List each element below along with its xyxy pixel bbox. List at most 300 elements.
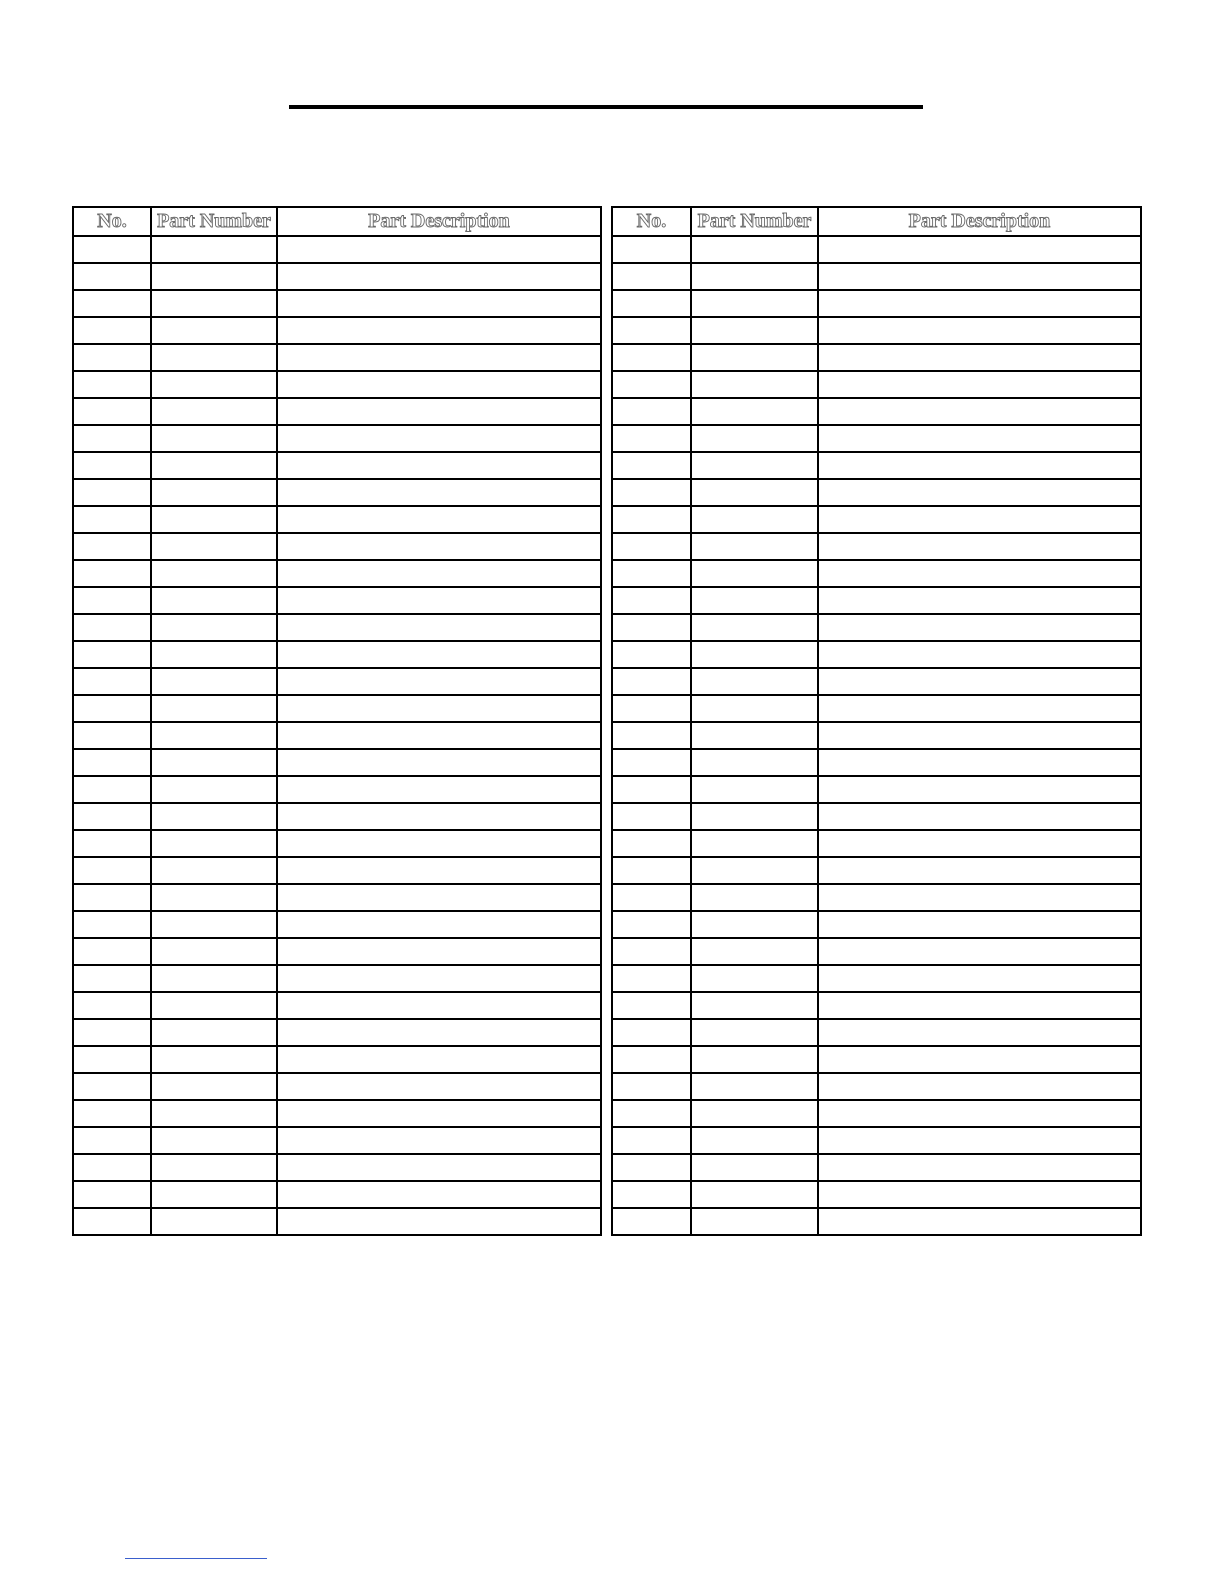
cell-no: [73, 803, 151, 830]
table-row: [612, 1208, 1141, 1235]
table-row: [612, 587, 1141, 614]
cell-part-number: [691, 857, 818, 884]
table-row: [612, 614, 1141, 641]
cell-part-number: [151, 965, 277, 992]
cell-no: [73, 614, 151, 641]
cell-part-number: [151, 722, 277, 749]
cell-part-description: [818, 938, 1141, 965]
cell-part-description: [818, 641, 1141, 668]
cell-no: [73, 317, 151, 344]
table-row: [73, 533, 601, 560]
cell-part-number: [151, 695, 277, 722]
cell-part-description: [818, 830, 1141, 857]
cell-part-description: [818, 884, 1141, 911]
cell-part-number: [691, 1181, 818, 1208]
cell-no: [612, 587, 691, 614]
table-row: [73, 263, 601, 290]
cell-part-number: [151, 1154, 277, 1181]
cell-part-number: [151, 371, 277, 398]
cell-part-number: [151, 533, 277, 560]
header-no: No.: [73, 207, 151, 236]
cell-part-description: [818, 290, 1141, 317]
table-row: [612, 452, 1141, 479]
cell-part-number: [151, 479, 277, 506]
cell-part-description: [818, 1100, 1141, 1127]
table-row: [612, 1073, 1141, 1100]
cell-no: [73, 695, 151, 722]
table-row: [73, 695, 601, 722]
cell-no: [612, 263, 691, 290]
table-row: [73, 290, 601, 317]
cell-part-number: [151, 425, 277, 452]
table-row: [73, 425, 601, 452]
cell-part-description: [277, 641, 601, 668]
cell-part-description: [277, 1019, 601, 1046]
header-row: [73, 207, 601, 236]
cell-no: [73, 911, 151, 938]
cell-part-description: [277, 533, 601, 560]
table-row: [612, 317, 1141, 344]
cell-part-description: [277, 1046, 601, 1073]
cell-part-description: [818, 236, 1141, 263]
table-row: [612, 668, 1141, 695]
cell-no: [612, 1127, 691, 1154]
cell-part-number: [691, 506, 818, 533]
cell-part-description: [818, 587, 1141, 614]
table-row: [612, 1019, 1141, 1046]
table-row: [73, 965, 601, 992]
table-row: [73, 938, 601, 965]
cell-no: [612, 1046, 691, 1073]
cell-no: [612, 857, 691, 884]
cell-no: [612, 776, 691, 803]
cell-part-number: [151, 587, 277, 614]
cell-no: [73, 398, 151, 425]
cell-part-number: [151, 317, 277, 344]
table-row: [73, 479, 601, 506]
table-row: [612, 830, 1141, 857]
table-row: [612, 506, 1141, 533]
cell-part-description: [277, 722, 601, 749]
cell-part-number: [691, 290, 818, 317]
table-row: [73, 749, 601, 776]
cell-part-description: [277, 317, 601, 344]
table-row: [73, 317, 601, 344]
cell-part-description: [818, 452, 1141, 479]
cell-part-description: [277, 668, 601, 695]
cell-part-number: [691, 425, 818, 452]
table-row: [612, 992, 1141, 1019]
cell-part-number: [151, 830, 277, 857]
cell-no: [73, 587, 151, 614]
table-row: [73, 1208, 601, 1235]
cell-part-description: [277, 425, 601, 452]
table-row: [73, 506, 601, 533]
cell-part-number: [151, 398, 277, 425]
cell-part-number: [151, 884, 277, 911]
cell-part-number: [151, 452, 277, 479]
table-row: [612, 965, 1141, 992]
header-part-number: Part Number: [151, 207, 277, 236]
cell-part-number: [691, 1073, 818, 1100]
cell-no: [73, 1127, 151, 1154]
table-row: [612, 1181, 1141, 1208]
cell-part-number: [151, 641, 277, 668]
cell-part-number: [151, 803, 277, 830]
cell-part-number: [691, 965, 818, 992]
cell-part-number: [151, 614, 277, 641]
cell-part-description: [818, 992, 1141, 1019]
cell-part-description: [818, 425, 1141, 452]
table-row: [612, 641, 1141, 668]
cell-part-description: [277, 1100, 601, 1127]
table-row: [612, 1046, 1141, 1073]
table-row: [612, 749, 1141, 776]
table-row: [73, 641, 601, 668]
title-underline: [289, 105, 923, 109]
table-row: [612, 560, 1141, 587]
cell-part-number: [151, 857, 277, 884]
cell-no: [612, 479, 691, 506]
table-row: [73, 668, 601, 695]
table-row: [73, 776, 601, 803]
cell-no: [73, 1154, 151, 1181]
cell-part-number: [691, 344, 818, 371]
cell-part-description: [277, 1073, 601, 1100]
cell-part-number: [691, 371, 818, 398]
cell-part-description: [818, 1073, 1141, 1100]
cell-part-description: [818, 668, 1141, 695]
cell-part-number: [691, 749, 818, 776]
cell-part-number: [151, 1181, 277, 1208]
cell-part-description: [818, 1046, 1141, 1073]
header-part-description: Part Description: [277, 207, 601, 236]
cell-part-description: [277, 290, 601, 317]
header-part-number: Part Number: [691, 207, 818, 236]
cell-part-description: [818, 722, 1141, 749]
cell-no: [73, 884, 151, 911]
cell-no: [612, 722, 691, 749]
cell-part-description: [818, 614, 1141, 641]
cell-part-description: [277, 965, 601, 992]
table-row: [612, 1154, 1141, 1181]
table-row: [612, 776, 1141, 803]
table-row: [612, 371, 1141, 398]
cell-part-number: [691, 1100, 818, 1127]
cell-no: [73, 1019, 151, 1046]
cell-part-number: [691, 1208, 818, 1235]
table-row: [612, 263, 1141, 290]
table-row: [73, 371, 601, 398]
cell-part-description: [277, 506, 601, 533]
cell-part-description: [818, 803, 1141, 830]
cell-part-number: [691, 830, 818, 857]
cell-part-number: [691, 992, 818, 1019]
cell-part-number: [151, 236, 277, 263]
cell-part-description: [277, 587, 601, 614]
cell-no: [73, 722, 151, 749]
table-row: [612, 884, 1141, 911]
cell-part-number: [691, 668, 818, 695]
table-row: [612, 398, 1141, 425]
table-row: [612, 911, 1141, 938]
cell-part-description: [818, 1154, 1141, 1181]
table-row: [73, 1019, 601, 1046]
cell-no: [73, 344, 151, 371]
cell-part-number: [151, 911, 277, 938]
cell-part-description: [277, 803, 601, 830]
cell-no: [612, 560, 691, 587]
cell-part-description: [818, 1181, 1141, 1208]
parts-table-left: [72, 206, 602, 1236]
cell-no: [612, 614, 691, 641]
cell-no: [73, 965, 151, 992]
parts-table-right: [611, 206, 1142, 1236]
cell-no: [612, 398, 691, 425]
table-row: [73, 1181, 601, 1208]
cell-no: [612, 533, 691, 560]
cell-no: [612, 425, 691, 452]
table-row: [73, 857, 601, 884]
cell-no: [73, 479, 151, 506]
cell-no: [73, 1100, 151, 1127]
table-row: [73, 803, 601, 830]
cell-no: [612, 668, 691, 695]
table-row: [612, 344, 1141, 371]
table-row: [73, 911, 601, 938]
cell-part-number: [151, 1127, 277, 1154]
cell-no: [612, 290, 691, 317]
table-row: [612, 857, 1141, 884]
cell-no: [73, 857, 151, 884]
cell-no: [612, 344, 691, 371]
table-row: [73, 884, 601, 911]
table-row: [612, 425, 1141, 452]
cell-part-number: [691, 1127, 818, 1154]
cell-no: [612, 1073, 691, 1100]
cell-no: [73, 1181, 151, 1208]
cell-no: [612, 803, 691, 830]
table-row: [73, 830, 601, 857]
cell-no: [73, 533, 151, 560]
cell-part-number: [691, 398, 818, 425]
cell-part-number: [691, 587, 818, 614]
cell-no: [73, 1073, 151, 1100]
cell-no: [73, 1208, 151, 1235]
cell-part-number: [151, 749, 277, 776]
cell-part-description: [818, 749, 1141, 776]
cell-part-description: [277, 1208, 601, 1235]
cell-no: [612, 641, 691, 668]
cell-part-number: [691, 533, 818, 560]
cell-part-description: [818, 776, 1141, 803]
cell-no: [73, 263, 151, 290]
table-row: [73, 398, 601, 425]
table-row: [73, 1127, 601, 1154]
cell-part-description: [277, 560, 601, 587]
cell-part-number: [691, 1046, 818, 1073]
cell-part-description: [277, 884, 601, 911]
cell-no: [612, 884, 691, 911]
cell-part-number: [691, 317, 818, 344]
cell-part-number: [151, 992, 277, 1019]
cell-part-description: [818, 533, 1141, 560]
table-row: [73, 722, 601, 749]
cell-part-number: [691, 641, 818, 668]
cell-part-description: [277, 749, 601, 776]
cell-no: [612, 830, 691, 857]
cell-no: [612, 992, 691, 1019]
table-row: [612, 479, 1141, 506]
cell-part-description: [277, 992, 601, 1019]
table-row: [612, 1100, 1141, 1127]
cell-part-description: [818, 398, 1141, 425]
cell-part-description: [818, 371, 1141, 398]
cell-no: [612, 1154, 691, 1181]
cell-no: [73, 452, 151, 479]
cell-part-description: [277, 344, 601, 371]
cell-no: [612, 452, 691, 479]
cell-no: [612, 911, 691, 938]
table-row: [73, 1154, 601, 1181]
cell-part-number: [151, 1208, 277, 1235]
cell-part-description: [818, 344, 1141, 371]
cell-no: [73, 668, 151, 695]
cell-part-description: [818, 1127, 1141, 1154]
table-body-left: [73, 236, 601, 1235]
table-row: [73, 992, 601, 1019]
cell-part-number: [691, 884, 818, 911]
table-row: [612, 533, 1141, 560]
cell-no: [612, 371, 691, 398]
cell-part-number: [151, 776, 277, 803]
cell-no: [612, 506, 691, 533]
table-row: [73, 1100, 601, 1127]
cell-part-number: [151, 560, 277, 587]
cell-part-number: [691, 803, 818, 830]
cell-part-number: [151, 1100, 277, 1127]
cell-no: [612, 749, 691, 776]
cell-no: [73, 830, 151, 857]
cell-part-description: [277, 857, 601, 884]
cell-part-description: [277, 398, 601, 425]
cell-part-number: [151, 290, 277, 317]
cell-part-description: [277, 614, 601, 641]
cell-no: [612, 965, 691, 992]
cell-no: [73, 992, 151, 1019]
table-row: [73, 452, 601, 479]
cell-no: [73, 749, 151, 776]
cell-part-description: [818, 965, 1141, 992]
cell-part-description: [277, 1181, 601, 1208]
cell-no: [73, 371, 151, 398]
table-row: [73, 614, 601, 641]
cell-no: [73, 641, 151, 668]
cell-part-description: [818, 911, 1141, 938]
cell-no: [73, 1046, 151, 1073]
table-row: [73, 1046, 601, 1073]
cell-part-number: [691, 938, 818, 965]
header-no: No.: [612, 207, 691, 236]
cell-part-number: [691, 1154, 818, 1181]
cell-part-number: [151, 263, 277, 290]
cell-part-number: [691, 776, 818, 803]
cell-part-number: [691, 614, 818, 641]
cell-part-number: [691, 263, 818, 290]
table-row: [612, 1127, 1141, 1154]
cell-no: [73, 776, 151, 803]
cell-part-description: [277, 911, 601, 938]
table-row: [612, 722, 1141, 749]
cell-part-number: [151, 1019, 277, 1046]
cell-part-description: [277, 236, 601, 263]
cell-part-number: [151, 344, 277, 371]
cell-no: [73, 236, 151, 263]
cell-no: [73, 506, 151, 533]
table-row: [612, 695, 1141, 722]
cell-no: [612, 236, 691, 263]
cell-part-number: [691, 452, 818, 479]
cell-no: [612, 695, 691, 722]
cell-part-number: [691, 911, 818, 938]
table-row: [612, 236, 1141, 263]
cell-part-number: [691, 236, 818, 263]
cell-part-number: [151, 668, 277, 695]
cell-no: [612, 1181, 691, 1208]
cell-part-description: [818, 560, 1141, 587]
table-row: [612, 803, 1141, 830]
cell-part-number: [691, 695, 818, 722]
table-row: [73, 560, 601, 587]
cell-part-description: [277, 830, 601, 857]
table-row: [73, 236, 601, 263]
cell-part-number: [691, 560, 818, 587]
table-body-right: [612, 236, 1141, 1235]
cell-no: [612, 1208, 691, 1235]
cell-part-description: [818, 506, 1141, 533]
cell-part-description: [277, 1154, 601, 1181]
cell-part-description: [818, 1208, 1141, 1235]
cell-part-description: [277, 776, 601, 803]
cell-part-number: [691, 479, 818, 506]
cell-no: [612, 1019, 691, 1046]
footer-link-underline: [125, 1558, 267, 1559]
cell-part-description: [818, 263, 1141, 290]
cell-no: [73, 425, 151, 452]
cell-part-description: [818, 1019, 1141, 1046]
cell-part-number: [151, 1073, 277, 1100]
table-row: [73, 1073, 601, 1100]
cell-part-description: [277, 371, 601, 398]
cell-no: [73, 290, 151, 317]
cell-part-description: [818, 317, 1141, 344]
cell-part-number: [151, 1046, 277, 1073]
table-row: [73, 587, 601, 614]
cell-part-number: [151, 506, 277, 533]
cell-no: [73, 938, 151, 965]
cell-part-description: [277, 263, 601, 290]
table-row: [612, 290, 1141, 317]
cell-no: [73, 560, 151, 587]
cell-part-description: [277, 695, 601, 722]
cell-part-description: [818, 479, 1141, 506]
cell-part-number: [691, 722, 818, 749]
cell-no: [612, 938, 691, 965]
cell-part-description: [818, 695, 1141, 722]
cell-part-description: [277, 479, 601, 506]
cell-part-description: [277, 1127, 601, 1154]
table-row: [73, 344, 601, 371]
